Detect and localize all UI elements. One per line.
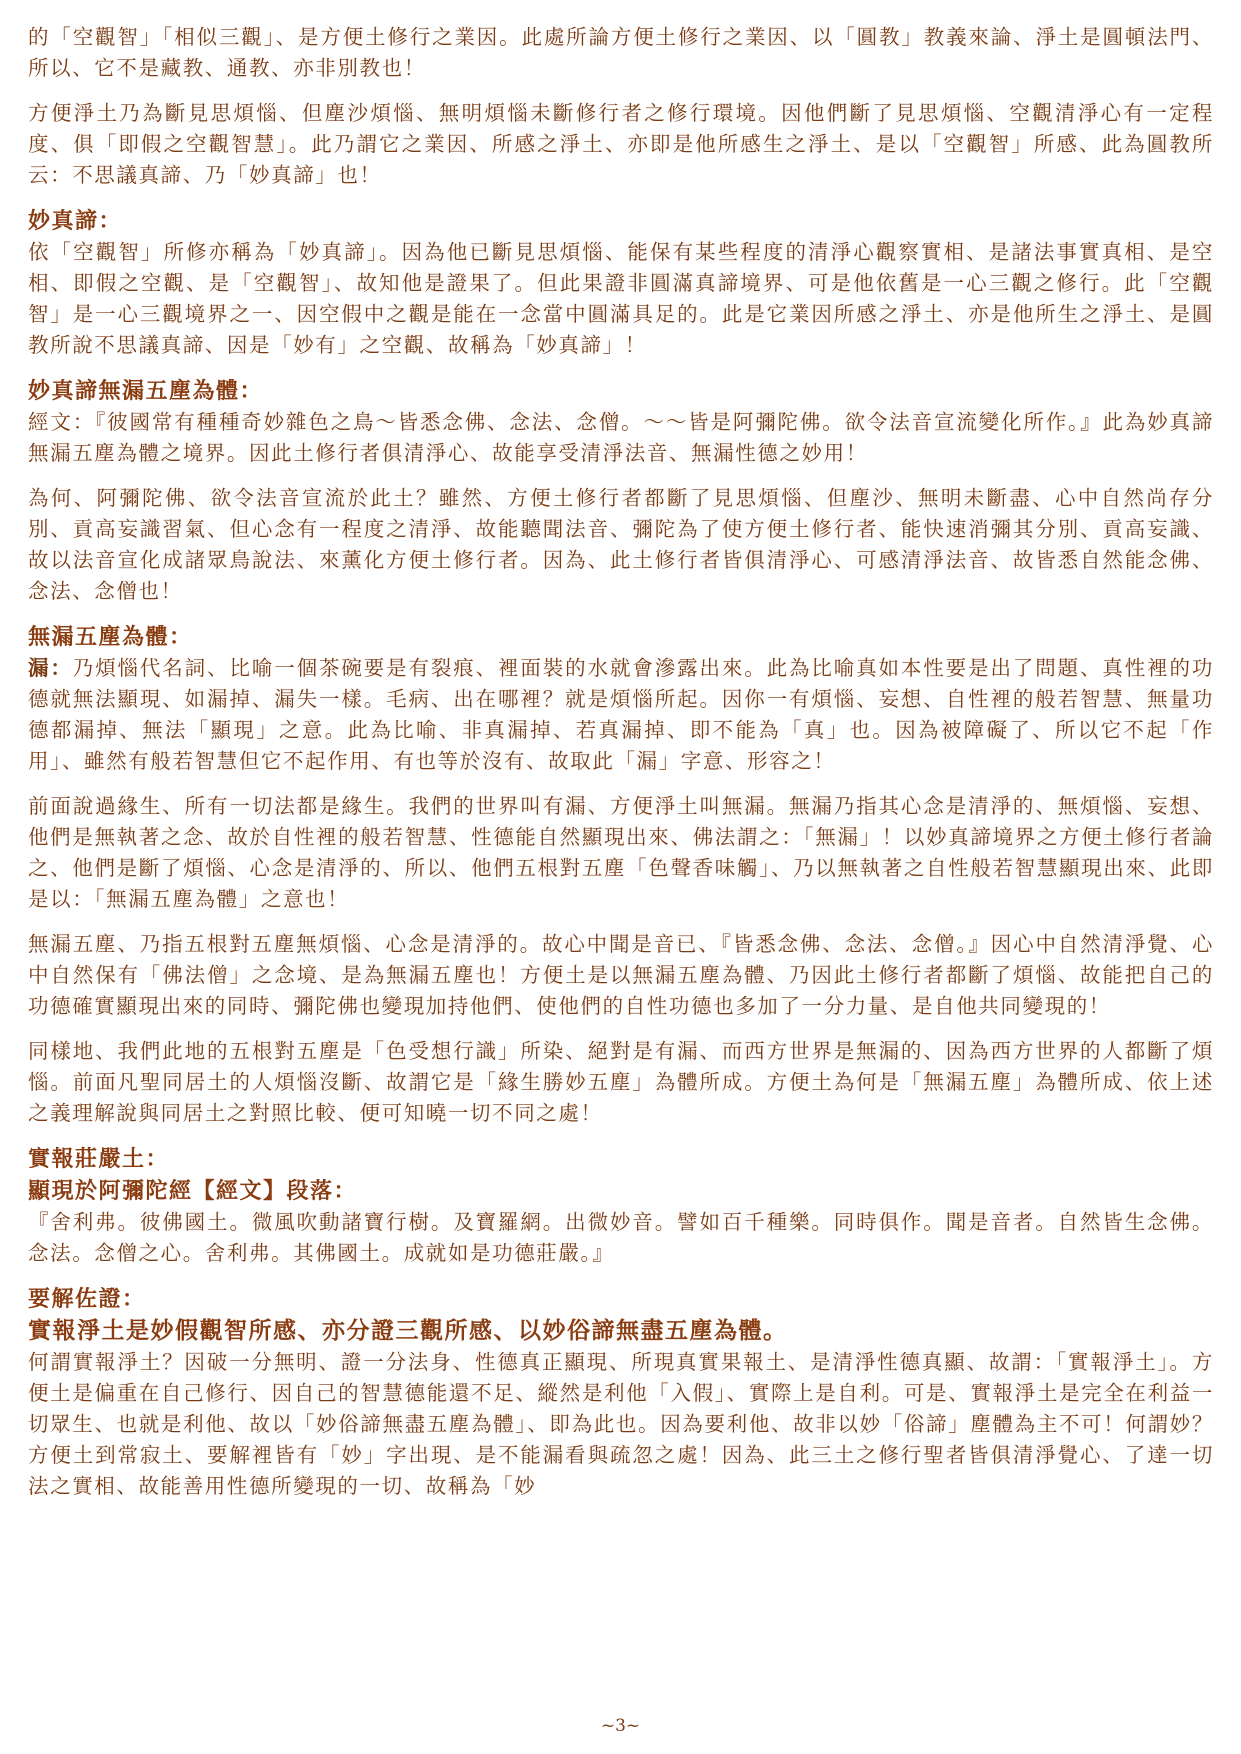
section-heading: 實報莊嚴土：: [28, 1146, 170, 1172]
section-heading: 無漏五塵為體：: [28, 624, 193, 650]
paragraph: 依「空觀智」所修亦稱為「妙真諦」。因為他已斷見思煩惱、能保有某些程度的清淨心觀察實相、是諸法事實真相、是空相、即假之空觀、是「空觀智」、故知他是證果了。但此果證非圓滿真諦境界、可是他依舊是一心三觀之修行。此「空觀智」是一心三觀境界之一、因空假中之觀是能在一念當中圓滿具足的。此是它業因所感之淨土、亦是他所生之淨土、是圓教所說不思議真諦、因是「妙有」之空觀、故稱為「妙真諦」！: [28, 240, 1214, 357]
section-subheading: 顯現於阿彌陀經【經文】段落：: [28, 1178, 358, 1204]
section-heading: 妙真諦無漏五塵為體：: [28, 378, 264, 404]
paragraph: 前面說過緣生、所有一切法都是緣生。我們的世界叫有漏、方便淨土叫無漏。無漏乃指其心念是清淨的、無煩惱、妄想、他們是無執著之念、故於自性裡的般若智慧、性德能自然顯現出來、佛法謂之：「無漏」！以妙真諦境界之方便土修行者論之、他們是斷了煩惱、心念是清淨的、所以、他們五根對五塵「色聲香味觸」、乃以無執著之自性般若智慧顯現出來、此即是以：「無漏五塵為體」之意也！: [28, 794, 1214, 911]
paragraph: 方便淨土乃為斷見思煩惱、但塵沙煩惱、無明煩惱未斷修行者之修行環境。因他們斷了見思煩惱、空觀清淨心有一定程度、俱「即假之空觀智慧」。此乃謂它之業因、所感之淨土、亦即是他所感生之淨土、是以「空觀智」所感、此為圓教所云：不思議真諦、乃「妙真諦」也！: [28, 101, 1214, 187]
paragraph: 何謂實報淨土？因破一分無明、證一分法身、性德真正顯現、所現真實果報土、是清淨性德真顯、故謂：「實報淨土」。方便土是偏重在自己修行、因自己的智慧德能還不足、縱然是利他「入假」、實際上是自利。可是、實報淨土是完全在利益一切眾生、也就是利他、故以「妙俗諦無盡五塵為體」、即為此也。因為要利他、故非以妙「俗諦」塵體為主不可！何謂妙？方便土到常寂土、要解裡皆有「妙」字出現、是不能漏看與疏忽之處！因為、此三土之修行聖者皆俱清淨覺心、了達一切法之實相、故能善用性德所變現的一切、故稱為「妙: [28, 1350, 1214, 1498]
section-subheading: 實報淨土是妙假觀智所感、亦分證三觀所感、以妙俗諦無盡五塵為體。: [28, 1317, 788, 1344]
paragraph: 同樣地、我們此地的五根對五塵是「色受想行識」所染、絕對是有漏、而西方世界是無漏的、因為西方世界的人都斷了煩惱。前面凡聖同居土的人煩惱沒斷、故謂它是「緣生勝妙五塵」為體所成。方便土為何是「無漏五塵」為體所成、依上述之義理解說與同居土之對照比較、便可知曉一切不同之處！: [28, 1039, 1214, 1125]
sutra-quote: 『舍利弗。彼佛國土。微風吹動諸寶行樹。及寶羅網。出微妙音。譬如百千種樂。同時俱作。聞是音者。自然皆生念佛。念法。念僧之心。舍利弗。其佛國土。成就如是功德莊嚴。』: [28, 1210, 1214, 1265]
section-heading: 妙真諦：: [28, 208, 123, 234]
paragraph: 無漏五塵、乃指五根對五塵無煩惱、心念是清淨的。故心中聞是音已、『皆悉念佛、念法、念僧。』因心中自然清淨覺、心中自然保有「佛法僧」之念境、是為無漏五塵也！方便土是以無漏五塵為體、乃因此土修行者都斷了煩惱、故能把自己的功德確實顯現出來的同時、彌陀佛也變現加持他們、使他們的自性功德也多加了一分力量、是自他共同變現的！: [28, 932, 1214, 1018]
paragraph: 為何、阿彌陀佛、欲令法音宣流於此土？雖然、方便土修行者都斷了見思煩惱、但塵沙、無明未斷盡、心中自然尚存分別、貢高妄識習氣、但心念有一程度之清淨、故能聽聞法音、彌陀為了使方便土修行者、能快速消彌其分別、貢高妄識、故以法音宣化成諸眾鳥說法、來薰化方便土修行者。因為、此土修行者皆俱清淨心、可感清淨法音、故皆悉自然能念佛、念法、念僧也！: [28, 486, 1214, 603]
document-body: [28, 22, 1214, 1516]
section-heading: 要解佐證：: [28, 1286, 146, 1312]
paragraph: 的「空觀智」「相似三觀」、是方便土修行之業因。此處所論方便土修行之業因、以「圓教」教義來論、淨土是圓頓法門、所以、它不是藏教、通教、亦非別教也！: [28, 25, 1214, 80]
paragraph: 經文：『彼國常有種種奇妙雜色之鳥～皆悉念佛、念法、念僧。～～皆是阿彌陀佛。欲令法音宣流變化所作。』此為妙真諦無漏五塵為體之境界。因此土修行者俱清淨心、故能享受清淨法音、無漏性德之妙用！: [28, 410, 1214, 465]
term-label: 漏：: [28, 656, 73, 680]
paragraph: [28, 653, 1214, 777]
paragraph-text: 乃煩惱代名詞、比喻一個茶碗要是有裂痕、裡面裝的水就會滲露出來。此為比喻真如本性要是出了問題、真性裡的功德就無法顯現、如漏掉、漏失一樣。毛病、出在哪裡？就是煩惱所起。因你一有煩惱、妄想、自性裡的般若智慧、無量功德都漏掉、無法「顯現」之意。此為比喻、非真漏掉、若真漏掉、即不能為「真」也。因為被障礙了、所以它不起「作用」、雖然有般若智慧但它不起作用、有也等於沒有、故取此「漏」字意、形容之！: [28, 656, 1214, 773]
page-number: ~3~: [600, 1716, 641, 1736]
